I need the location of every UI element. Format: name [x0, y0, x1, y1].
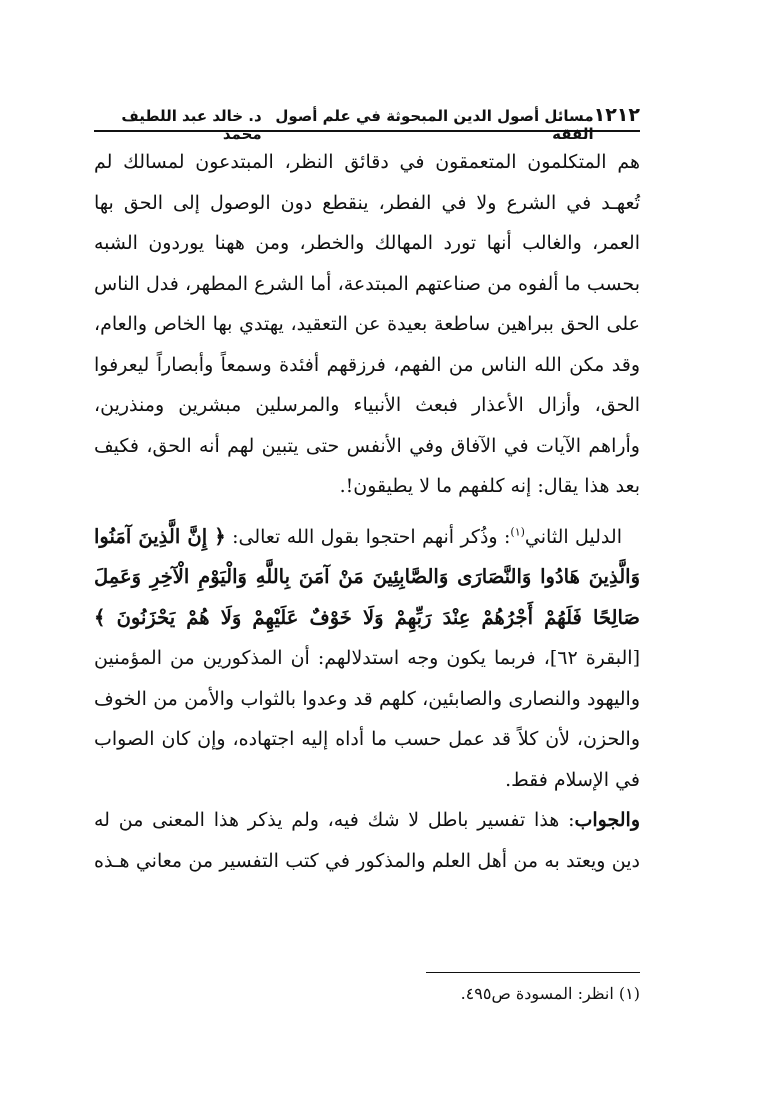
quran-verse: ﴿ إِنَّ الَّذِينَ آمَنُوا وَالَّذِينَ هَادُوا وَالنَّصَارَى وَالصَّابِئِينَ مَنْ آمَنَ بِاللَّهِ وَالْيَوْمِ الْآخِرِ وَعَمِلَ صَالِحًا فَلَهُمْ أَجْرُهُمْ عِنْدَ رَبِّهِمْ وَلَا خَوْفٌ عَلَيْهِمْ وَلَا هُمْ يَحْزَنُونَ ﴾ [94, 524, 640, 629]
body-text [94, 142, 640, 881]
second-evidence-label: الدليل الثاني [524, 525, 622, 548]
verse-reference: [البقرة ٦٢] [549, 647, 640, 669]
running-header [94, 104, 640, 143]
page-number: ١٢١٢ [593, 104, 640, 126]
paragraph-gap [94, 507, 640, 517]
footnote-rule [426, 972, 640, 973]
paragraph-1: هم المتكلمون المتعمقون في دقائق النظر، المبتدعون لمسالك لم تُعهـد في الشرع ولا في الفطر، ينقطع دون الوصول إلى الحق بها العمر، والغالب أنها تورد المهالك والخطر، ومن ههنا يوردون الشبه بحسب ما ألفوه من صناعتهم المبتدعة، أما الشرع المطهر، فدل الناس على الحق ببراهين ساطعة بعيدة عن التعقيد، يهتدي بها الخاص والعام، وقد مكن الله الناس من الفهم، فرزقهم أفئدة وسمعاً وأبصاراً ليعرفوا الحق، وأزال الأعذار فبعث الأنبياء والمرسلين مبشرين ومنذرين، وأراهم الآيات في الآفاق وفي الأنفس حتى يتبين لهم أنه الحق، فكيف بعد هذا يقال: إنه كلفهم ما لا يطيقون!. [94, 151, 640, 497]
header-rule [94, 130, 640, 132]
paragraph-2-intro: : وذُكر أنهم احتجوا بقول الله تعالى: [232, 525, 511, 548]
paragraph-3 [94, 800, 640, 881]
answer-label: والجواب [574, 809, 640, 831]
header-title: مسائل أصول الدين المبحوثة في علم أصول الفقه [275, 107, 594, 143]
paragraph-3-rest: : هذا تفسير باطل لا شك فيه، ولم يذكر هذا المعنى من له دين ويعتد به من أهل العلم والمذكور في كتب التفسير من معاني هـذه [94, 809, 640, 872]
footnote: (١) انظر: المسودة ص٤٩٥. [460, 984, 640, 1003]
header-author: د. خالد عبد اللطيف محمد [121, 107, 262, 143]
paragraph-2 [94, 517, 640, 801]
footnote-marker: (١) [510, 525, 525, 539]
paragraph-2-rest: ، فربما يكون وجه استدلالهم: أن المذكورين من المؤمنين واليهود والنصارى والصابئين، كلهم قد وعدوا بالثواب والأمن من الخوف والحزن، لأن كلاً قد عمل حسب ما أداه إليه اجتهاده، وإن كان الصواب في الإسلام فقط. [94, 647, 640, 791]
